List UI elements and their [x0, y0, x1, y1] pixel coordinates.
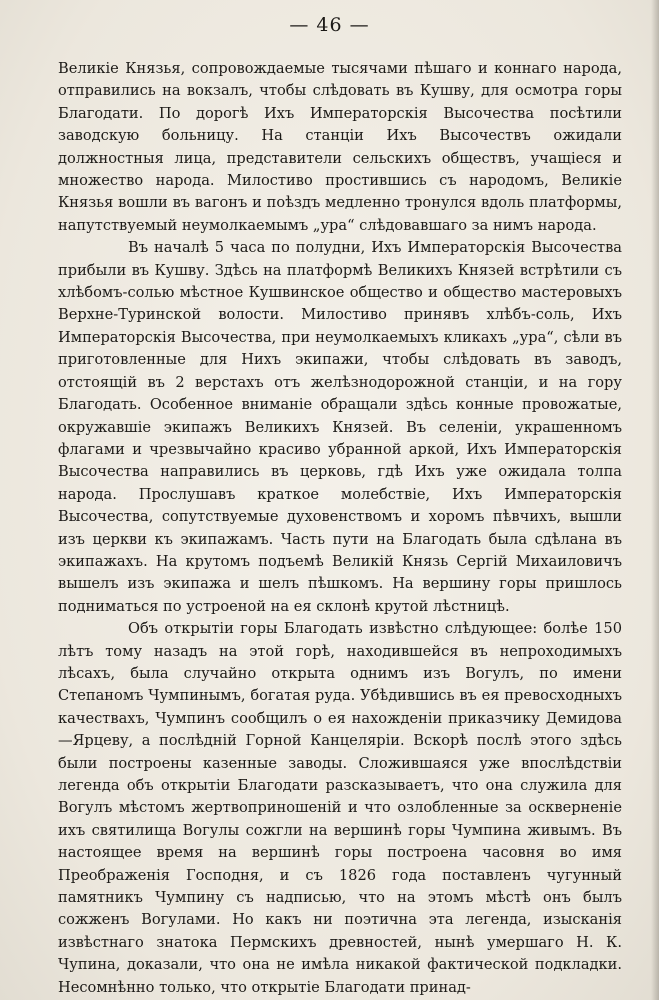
paragraph-3: Объ открытіи горы Благодать извѣстно слѣдующее: болѣе 150 лѣтъ тому назадъ на этой горѣ, находившейся въ непроходимыхъ лѣсахъ, была случайно открыта однимъ изъ Вогулъ, по имени Степаномъ Чумпинымъ, богатая руда. Убѣдившись въ ея превосходныхъ качествахъ, Чумпинъ сообщилъ о ея нахожденіи приказчику Демидова—Ярцеву, а послѣдній Горной Канцеляріи. Вскорѣ послѣ этого здѣсь были построены казенные заводы. Сложившаяся уже впослѣдствіи легенда объ открытіи Благодати разсказываетъ, что она служила для Вогулъ мѣстомъ жертвоприношеній и что озлобленные за оскверненіе ихъ святилища Вогулы сожгли на вершинѣ горы Чумпина живымъ. Въ настоящее время на вершинѣ горы построена часовня во имя Преображенія Господня, и съ 1826 года поставленъ чугунный памятникъ Чумпину съ надписью, что на этомъ мѣстѣ онъ былъ сожженъ Вогулами. Но какъ ни поэтична эта легенда, изысканія извѣстнаго знатока Пермскихъ древностей, нынѣ умершаго Н. К. Чупина, доказали, что она не имѣла никакой фактической подкладки. Несомнѣнно только, что открытіе Благодати принад-	[58, 620, 622, 996]
text-body	[58, 58, 622, 999]
paragraph-2: Въ началѣ 5 часа по полудни, Ихъ Императорскія Высочества прибыли въ Кушву. Здѣсь на платформѣ Великихъ Князей встрѣтили съ хлѣбомъ-солью мѣстное Кушвинское общество и общество мастеровыхъ Верхне-Туринской волости. Милостиво принявъ хлѣбъ-соль, Ихъ Императорскія Высочества, при неумолкаемыхъ кликахъ „ура“, сѣли въ приготовленные для Нихъ экипажи, чтобы слѣдовать въ заводъ, отстоящій въ 2 верстахъ отъ желѣзнодорожной станціи, и на гору Благодать. Особенное вниманіе обращали здѣсь конные провожатые, окружавшіе экипажъ Великихъ Князей. Въ селеніи, украшенномъ флагами и чрезвычайно красиво убранной аркой, Ихъ Императорскія Высочества направились въ церковь, гдѣ Ихъ уже ожидала толпа народа. Прослушавъ краткое молебствіе, Ихъ Императорскія Высочества, сопутствуемые духовенствомъ и хоромъ пѣвчихъ, вышли изъ церкви къ экипажамъ. Часть пути на Благодать была сдѣлана въ экипажахъ. На крутомъ подъемѣ Великій Князь Сергій Михаиловичъ вышелъ изъ экипажа и шелъ пѣшкомъ. На вершину горы пришлось подниматься по устроеной на ея склонѣ крутой лѣстницѣ.	[58, 239, 622, 615]
paragraph-1: Великіе Князья, сопровождаемые тысячами пѣшаго и коннаго народа, отправились на вокзалъ, чтобы слѣдовать въ Кушву, для осмотра горы Благодати. По дорогѣ Ихъ Императорскія Высочества посѣтили заводскую больницу. На станціи Ихъ Высочествъ ожидали должностныя лица, представители сельскихъ обществъ, учащіеся и множество народа. Милостиво простившись съ народомъ, Великіе Князья вошли въ вагонъ и поѣздъ медленно тронулся вдоль платформы, напутствуемый неумолкаемымъ „ура“ слѣдовавшаго за нимъ народа.	[58, 60, 622, 234]
page-edge-shadow	[651, 0, 659, 1000]
page-number: — 46 —	[289, 14, 370, 36]
